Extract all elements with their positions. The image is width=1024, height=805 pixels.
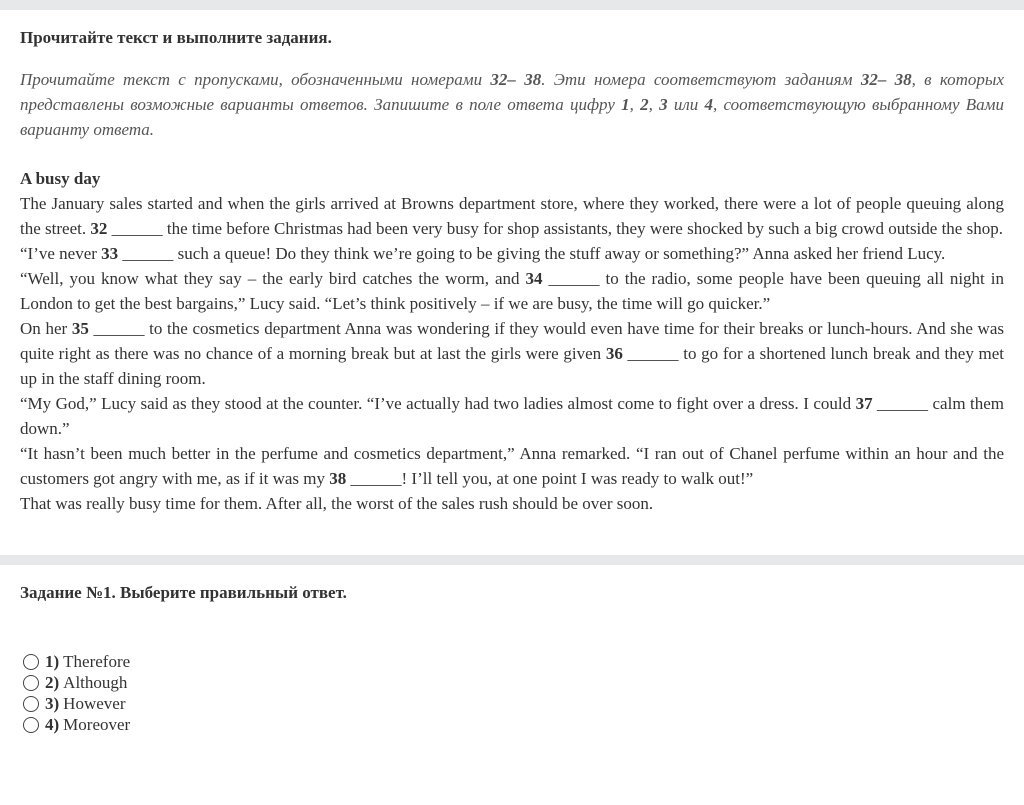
text-segment: ! I’ll tell you, at one point I was ready to walk out!”: [401, 469, 754, 488]
gap-blank: ______: [548, 269, 600, 288]
article-paragraph: [20, 266, 1004, 316]
text-segment: “It hasn’t been much better in the perfume and cosmetics department,” Anna remarked. “I ran out of Chanel perfume within an hour and the customers got angry with me, as if it was my: [20, 444, 1004, 488]
article-paragraph: That was really busy time for them. After all, the worst of the sales rush should be over soon.: [20, 494, 654, 513]
gap-blank: ______: [350, 469, 402, 488]
option-number: 1): [45, 651, 60, 671]
answer-option-1[interactable]: [20, 651, 1004, 672]
instructions-part: или: [667, 95, 705, 114]
instructions-part: ,: [648, 95, 660, 114]
gap-number: 37: [855, 394, 873, 413]
option-label: Moreover: [63, 714, 131, 734]
radio-button[interactable]: [23, 654, 39, 670]
text-segment: “Well, you know what they say – the early bird catches the worm, and: [20, 269, 526, 288]
article-paragraph: [20, 241, 1004, 266]
answer-options: [20, 651, 1004, 735]
text-segment: such a queue! Do they think we’re going to be giving the stuff away or something?” Anna asked her friend Lucy.: [173, 244, 946, 263]
option-label: Therefore: [63, 651, 131, 671]
article-paragraph: [20, 441, 1004, 491]
answer-digit: 2: [640, 95, 649, 114]
text-segment: “I’ve never: [20, 244, 102, 263]
gap-blank: ______: [93, 319, 145, 338]
text-segment: On her: [20, 319, 72, 338]
instructions-part: , соответствующую выбранному Вами варианту ответа.: [20, 95, 1005, 139]
text-segment: to the cosmetics department Anna was wondering if they would even have time for their breaks or lunch-hours. And she was quite right as there was no chance of a morning break but at last the girls were given: [20, 319, 1004, 363]
text-segment: The January sales started and when the girls arrived at Browns department store, where they worked, there were a lot of people queuing along the street.: [20, 194, 1004, 238]
article-title: A busy day: [20, 169, 101, 188]
text-segment: “My God,” Lucy said as they stood at the counter. “I’ve actually had two ladies almost come to fight over a dress. I could: [20, 394, 856, 413]
gap-number: 33: [101, 244, 119, 263]
article-paragraph: [20, 191, 1004, 241]
option-number: 4): [45, 714, 60, 734]
radio-button[interactable]: [23, 717, 39, 733]
instructions-part: Прочитайте текст с пропусками, обозначенными номерами: [20, 70, 491, 89]
instructions-part: . Эти номера соответствуют заданиям: [541, 70, 861, 89]
instructions-text: [20, 67, 1004, 142]
task-range: 32– 38: [490, 70, 542, 89]
radio-button[interactable]: [23, 675, 39, 691]
article-paragraph: [20, 391, 1004, 441]
option-number: 3): [45, 693, 60, 713]
text-segment: calm them down.”: [20, 394, 1005, 438]
option-number: 2): [45, 672, 60, 692]
task-section: [0, 583, 1024, 735]
gap-number: 32: [90, 219, 108, 238]
answer-digit: 3: [659, 95, 668, 114]
reading-section: [0, 28, 1024, 516]
gap-number: 36: [605, 344, 623, 363]
gap-blank: ______: [122, 244, 174, 263]
text-segment: to go for a shortened lunch break and they met up in the staff dining room.: [20, 344, 1005, 388]
radio-button[interactable]: [23, 696, 39, 712]
instructions-part: , в которых представлены возможные варианты ответов. Запишите в поле ответа цифру: [20, 70, 1004, 114]
gap-number: 35: [71, 319, 89, 338]
section-divider: [0, 555, 1024, 565]
text-segment: the time before Christmas had been very busy for shop assistants, they were shocked by such a big crowd outside the shop.: [162, 219, 1003, 238]
gap-blank: ______: [111, 219, 163, 238]
text-segment: to the radio, some people have been queuing all night in London to get the best bargains,” Lucy said. “Let’s think positively – if we are busy, the time will go quicker.”: [20, 269, 1004, 313]
task-heading: Задание №1. Выберите правильный ответ.: [20, 583, 347, 602]
answer-option-2[interactable]: [20, 672, 1004, 693]
section-heading: Прочитайте текст и выполните задания.: [20, 28, 332, 47]
option-label: However: [63, 693, 126, 713]
answer-digit: 4: [704, 95, 713, 114]
top-divider: [0, 0, 1024, 10]
option-label: Although: [63, 672, 128, 692]
gap-number: 38: [329, 469, 347, 488]
gap-number: 34: [525, 269, 543, 288]
instructions-part: ,: [629, 95, 641, 114]
gap-blank: ______: [627, 344, 679, 363]
answer-digit: 1: [621, 95, 630, 114]
article-paragraph: [20, 316, 1004, 391]
task-range: 32– 38: [860, 70, 912, 89]
gap-blank: ______: [877, 394, 929, 413]
answer-option-4[interactable]: [20, 714, 1004, 735]
answer-option-3[interactable]: [20, 693, 1004, 714]
